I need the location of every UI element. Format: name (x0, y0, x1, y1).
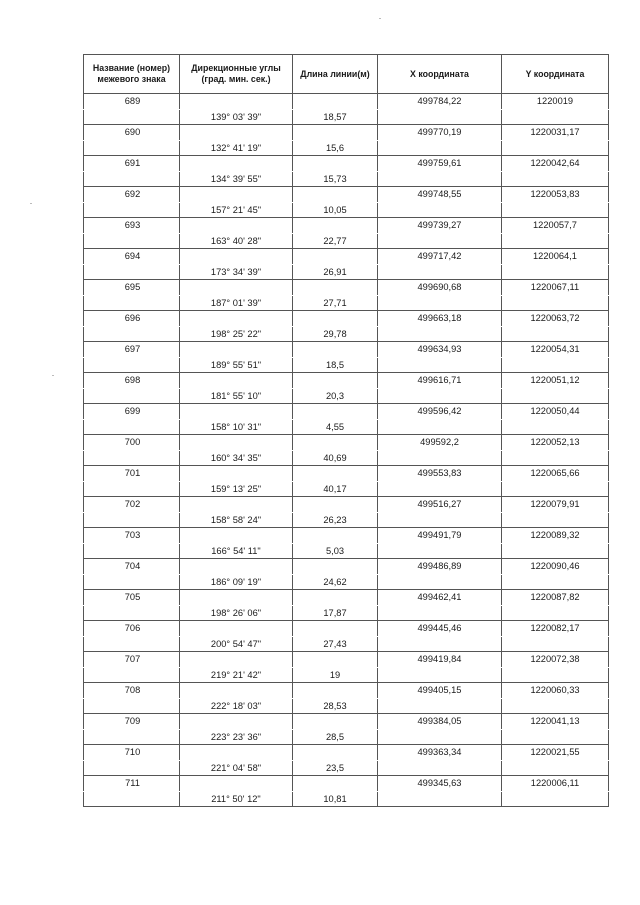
x-coordinate: 499516,27 (378, 497, 502, 513)
y-cell-empty (502, 450, 609, 466)
y-cell-empty (502, 698, 609, 714)
x-coordinate: 499717,42 (378, 249, 502, 265)
direction-angle: 198° 26' 06" (180, 605, 293, 621)
direction-angle: 158° 58' 24" (180, 512, 293, 528)
point-name: 708 (84, 683, 180, 699)
table-row-point (84, 776, 609, 792)
line-length: 18,57 (293, 109, 378, 125)
direction-angle: 181° 55' 10" (180, 388, 293, 404)
name-cell-empty (84, 233, 180, 249)
table-row-point (84, 466, 609, 482)
table-row-segment (84, 171, 609, 187)
table-row-point (84, 559, 609, 575)
x-cell-empty (378, 233, 502, 249)
table-row-segment (84, 388, 609, 404)
angle-cell-empty (180, 218, 293, 234)
name-cell-empty (84, 574, 180, 590)
line-length: 10,81 (293, 791, 378, 807)
y-coordinate: 1220041,13 (502, 714, 609, 730)
name-cell-empty (84, 481, 180, 497)
y-cell-empty (502, 543, 609, 559)
y-coordinate: 1220082,17 (502, 621, 609, 637)
x-cell-empty (378, 512, 502, 528)
x-cell-empty (378, 605, 502, 621)
direction-angle: 211° 50' 12" (180, 791, 293, 807)
length-cell-empty (293, 559, 378, 575)
y-cell-empty (502, 760, 609, 776)
table-row-point (84, 683, 609, 699)
point-name: 694 (84, 249, 180, 265)
x-coordinate: 499553,83 (378, 466, 502, 482)
header-name: Название (номер) межевого знака (84, 55, 180, 94)
x-cell-empty (378, 481, 502, 497)
line-length: 18,5 (293, 357, 378, 373)
length-cell-empty (293, 776, 378, 792)
table-row-point (84, 745, 609, 761)
name-cell-empty (84, 543, 180, 559)
x-cell-empty (378, 543, 502, 559)
x-coordinate: 499491,79 (378, 528, 502, 544)
length-cell-empty (293, 218, 378, 234)
line-length: 22,77 (293, 233, 378, 249)
direction-angle: 139° 03' 39" (180, 109, 293, 125)
x-cell-empty (378, 698, 502, 714)
x-coordinate: 499592,2 (378, 435, 502, 451)
x-cell-empty (378, 388, 502, 404)
point-name: 696 (84, 311, 180, 327)
table-row-segment (84, 667, 609, 683)
y-coordinate: 1220051,12 (502, 373, 609, 389)
angle-cell-empty (180, 497, 293, 513)
line-length: 26,23 (293, 512, 378, 528)
angle-cell-empty (180, 156, 293, 172)
table-header-row (84, 55, 609, 94)
name-cell-empty (84, 326, 180, 342)
direction-angle: 158° 10' 31" (180, 419, 293, 435)
name-cell-empty (84, 264, 180, 280)
x-coordinate: 499419,84 (378, 652, 502, 668)
table-row-point (84, 590, 609, 606)
table-row-point (84, 404, 609, 420)
x-coordinate: 499616,71 (378, 373, 502, 389)
header-x: X координата (378, 55, 502, 94)
name-cell-empty (84, 109, 180, 125)
name-cell-empty (84, 140, 180, 156)
line-length: 20,3 (293, 388, 378, 404)
x-coordinate: 499462,41 (378, 590, 502, 606)
x-cell-empty (378, 295, 502, 311)
angle-cell-empty (180, 559, 293, 575)
point-name: 707 (84, 652, 180, 668)
line-length: 28,53 (293, 698, 378, 714)
angle-cell-empty (180, 714, 293, 730)
line-length: 26,91 (293, 264, 378, 280)
line-length: 28,5 (293, 729, 378, 745)
x-cell-empty (378, 202, 502, 218)
x-cell-empty (378, 171, 502, 187)
length-cell-empty (293, 373, 378, 389)
y-coordinate: 1220072,38 (502, 652, 609, 668)
y-coordinate: 1220019 (502, 94, 609, 110)
x-cell-empty (378, 140, 502, 156)
length-cell-empty (293, 466, 378, 482)
x-cell-empty (378, 636, 502, 652)
table-row-point (84, 497, 609, 513)
y-cell-empty (502, 140, 609, 156)
line-length: 27,43 (293, 636, 378, 652)
x-coordinate: 499748,55 (378, 187, 502, 203)
point-name: 699 (84, 404, 180, 420)
angle-cell-empty (180, 621, 293, 637)
point-name: 701 (84, 466, 180, 482)
y-cell-empty (502, 233, 609, 249)
direction-angle: 223° 23' 36" (180, 729, 293, 745)
x-cell-empty (378, 109, 502, 125)
table-row-segment (84, 202, 609, 218)
line-length: 4,55 (293, 419, 378, 435)
x-coordinate: 499770,19 (378, 125, 502, 141)
angle-cell-empty (180, 125, 293, 141)
y-coordinate: 1220067,11 (502, 280, 609, 296)
table-row-point (84, 373, 609, 389)
name-cell-empty (84, 605, 180, 621)
direction-angle: 163° 40' 28" (180, 233, 293, 249)
y-coordinate: 1220060,33 (502, 683, 609, 699)
y-coordinate: 1220057,7 (502, 218, 609, 234)
angle-cell-empty (180, 683, 293, 699)
header-length: Длина линии(м) (293, 55, 378, 94)
length-cell-empty (293, 404, 378, 420)
table-row-point (84, 435, 609, 451)
table-row-point (84, 714, 609, 730)
direction-angle: 187° 01' 39" (180, 295, 293, 311)
direction-angle: 189° 55' 51" (180, 357, 293, 373)
point-name: 704 (84, 559, 180, 575)
point-name: 689 (84, 94, 180, 110)
y-coordinate: 1220087,82 (502, 590, 609, 606)
line-length: 15,73 (293, 171, 378, 187)
table-row-segment (84, 729, 609, 745)
x-coordinate: 499405,15 (378, 683, 502, 699)
y-cell-empty (502, 481, 609, 497)
y-cell-empty (502, 388, 609, 404)
table-row-segment (84, 481, 609, 497)
direction-angle: 186° 09' 19" (180, 574, 293, 590)
angle-cell-empty (180, 590, 293, 606)
y-cell-empty (502, 202, 609, 218)
line-length: 24,62 (293, 574, 378, 590)
y-coordinate: 1220006,11 (502, 776, 609, 792)
line-length: 17,87 (293, 605, 378, 621)
point-name: 706 (84, 621, 180, 637)
table-row-point (84, 311, 609, 327)
angle-cell-empty (180, 435, 293, 451)
y-cell-empty (502, 295, 609, 311)
length-cell-empty (293, 590, 378, 606)
table-row-point (84, 652, 609, 668)
direction-angle: 157° 21' 45" (180, 202, 293, 218)
line-length: 27,71 (293, 295, 378, 311)
name-cell-empty (84, 450, 180, 466)
table-row-segment (84, 605, 609, 621)
direction-angle: 160° 34' 35" (180, 450, 293, 466)
header-angle: Дирекционные углы (град. мин. сек.) (180, 55, 293, 94)
angle-cell-empty (180, 528, 293, 544)
angle-cell-empty (180, 280, 293, 296)
direction-angle: 159° 13' 25" (180, 481, 293, 497)
x-cell-empty (378, 264, 502, 280)
angle-cell-empty (180, 249, 293, 265)
x-cell-empty (378, 419, 502, 435)
point-name: 697 (84, 342, 180, 358)
table-row-point (84, 187, 609, 203)
header-y: Y координата (502, 55, 609, 94)
table-row-point (84, 621, 609, 637)
x-coordinate: 499384,05 (378, 714, 502, 730)
length-cell-empty (293, 652, 378, 668)
x-cell-empty (378, 450, 502, 466)
x-coordinate: 499663,18 (378, 311, 502, 327)
point-name: 702 (84, 497, 180, 513)
y-coordinate: 1220063,72 (502, 311, 609, 327)
x-coordinate: 499345,63 (378, 776, 502, 792)
table-row-segment (84, 109, 609, 125)
y-coordinate: 1220090,46 (502, 559, 609, 575)
point-name: 692 (84, 187, 180, 203)
name-cell-empty (84, 791, 180, 807)
name-cell-empty (84, 667, 180, 683)
x-coordinate: 499690,68 (378, 280, 502, 296)
angle-cell-empty (180, 187, 293, 203)
direction-angle: 222° 18' 03" (180, 698, 293, 714)
angle-cell-empty (180, 404, 293, 420)
y-cell-empty (502, 636, 609, 652)
length-cell-empty (293, 280, 378, 296)
y-cell-empty (502, 357, 609, 373)
table-body (84, 94, 609, 807)
point-name: 700 (84, 435, 180, 451)
x-cell-empty (378, 326, 502, 342)
table-row-segment (84, 450, 609, 466)
point-name: 705 (84, 590, 180, 606)
line-length: 5,03 (293, 543, 378, 559)
direction-angle: 134° 39' 55" (180, 171, 293, 187)
angle-cell-empty (180, 776, 293, 792)
direction-angle: 221° 04' 58" (180, 760, 293, 776)
y-cell-empty (502, 512, 609, 528)
name-cell-empty (84, 419, 180, 435)
point-name: 703 (84, 528, 180, 544)
line-length: 10,05 (293, 202, 378, 218)
point-name: 709 (84, 714, 180, 730)
point-name: 691 (84, 156, 180, 172)
length-cell-empty (293, 156, 378, 172)
line-length: 40,69 (293, 450, 378, 466)
table-row-segment (84, 326, 609, 342)
y-cell-empty (502, 667, 609, 683)
line-length: 15,6 (293, 140, 378, 156)
length-cell-empty (293, 497, 378, 513)
angle-cell-empty (180, 652, 293, 668)
name-cell-empty (84, 357, 180, 373)
length-cell-empty (293, 187, 378, 203)
x-cell-empty (378, 574, 502, 590)
y-cell-empty (502, 791, 609, 807)
y-coordinate: 1220065,66 (502, 466, 609, 482)
length-cell-empty (293, 621, 378, 637)
x-cell-empty (378, 760, 502, 776)
direction-angle: 132° 41' 19" (180, 140, 293, 156)
name-cell-empty (84, 698, 180, 714)
direction-angle: 200° 54' 47" (180, 636, 293, 652)
table-row-point (84, 249, 609, 265)
point-name: 710 (84, 745, 180, 761)
x-cell-empty (378, 667, 502, 683)
table-row-segment (84, 574, 609, 590)
point-name: 711 (84, 776, 180, 792)
name-cell-empty (84, 729, 180, 745)
y-cell-empty (502, 264, 609, 280)
table-row-point (84, 156, 609, 172)
x-coordinate: 499596,42 (378, 404, 502, 420)
name-cell-empty (84, 202, 180, 218)
y-cell-empty (502, 171, 609, 187)
y-cell-empty (502, 605, 609, 621)
direction-angle: 173° 34' 39" (180, 264, 293, 280)
y-cell-empty (502, 326, 609, 342)
x-cell-empty (378, 791, 502, 807)
table-row-point (84, 125, 609, 141)
angle-cell-empty (180, 311, 293, 327)
direction-angle: 166° 54' 11" (180, 543, 293, 559)
length-cell-empty (293, 311, 378, 327)
x-coordinate: 499445,46 (378, 621, 502, 637)
table-row-segment (84, 512, 609, 528)
x-coordinate: 499759,61 (378, 156, 502, 172)
y-coordinate: 1220064,1 (502, 249, 609, 265)
angle-cell-empty (180, 342, 293, 358)
y-cell-empty (502, 729, 609, 745)
boundary-coordinates-table (83, 54, 609, 807)
x-coordinate: 499486,89 (378, 559, 502, 575)
y-cell-empty (502, 419, 609, 435)
name-cell-empty (84, 636, 180, 652)
table-row-segment (84, 295, 609, 311)
length-cell-empty (293, 342, 378, 358)
table-row-segment (84, 140, 609, 156)
table-row-point (84, 218, 609, 234)
table-row-segment (84, 543, 609, 559)
x-coordinate: 499739,27 (378, 218, 502, 234)
point-name: 698 (84, 373, 180, 389)
x-coordinate: 499363,34 (378, 745, 502, 761)
angle-cell-empty (180, 94, 293, 110)
y-cell-empty (502, 109, 609, 125)
table-row-segment (84, 760, 609, 776)
direction-angle: 198° 25' 22" (180, 326, 293, 342)
y-coordinate: 1220031,17 (502, 125, 609, 141)
length-cell-empty (293, 125, 378, 141)
name-cell-empty (84, 388, 180, 404)
y-coordinate: 1220079,91 (502, 497, 609, 513)
point-name: 693 (84, 218, 180, 234)
table-row-segment (84, 791, 609, 807)
length-cell-empty (293, 683, 378, 699)
table-row-segment (84, 233, 609, 249)
length-cell-empty (293, 714, 378, 730)
table-row-point (84, 280, 609, 296)
length-cell-empty (293, 249, 378, 265)
y-cell-empty (502, 574, 609, 590)
point-name: 690 (84, 125, 180, 141)
line-length: 40,17 (293, 481, 378, 497)
name-cell-empty (84, 295, 180, 311)
angle-cell-empty (180, 745, 293, 761)
line-length: 19 (293, 667, 378, 683)
y-coordinate: 1220021,55 (502, 745, 609, 761)
table-row-point (84, 94, 609, 110)
y-coordinate: 1220050,44 (502, 404, 609, 420)
y-coordinate: 1220052,13 (502, 435, 609, 451)
length-cell-empty (293, 435, 378, 451)
point-name: 695 (84, 280, 180, 296)
length-cell-empty (293, 528, 378, 544)
table-row-segment (84, 264, 609, 280)
y-coordinate: 1220054,31 (502, 342, 609, 358)
angle-cell-empty (180, 466, 293, 482)
length-cell-empty (293, 94, 378, 110)
table-row-point (84, 342, 609, 358)
x-coordinate: 499634,93 (378, 342, 502, 358)
table-row-segment (84, 698, 609, 714)
table-row-segment (84, 636, 609, 652)
table-row-segment (84, 357, 609, 373)
line-length: 29,78 (293, 326, 378, 342)
length-cell-empty (293, 745, 378, 761)
table-row-point (84, 528, 609, 544)
x-coordinate: 499784,22 (378, 94, 502, 110)
x-cell-empty (378, 357, 502, 373)
direction-angle: 219° 21' 42" (180, 667, 293, 683)
table-row-segment (84, 419, 609, 435)
angle-cell-empty (180, 373, 293, 389)
line-length: 23,5 (293, 760, 378, 776)
y-coordinate: 1220089,32 (502, 528, 609, 544)
name-cell-empty (84, 512, 180, 528)
x-cell-empty (378, 729, 502, 745)
y-coordinate: 1220053,83 (502, 187, 609, 203)
name-cell-empty (84, 760, 180, 776)
y-coordinate: 1220042,64 (502, 156, 609, 172)
name-cell-empty (84, 171, 180, 187)
